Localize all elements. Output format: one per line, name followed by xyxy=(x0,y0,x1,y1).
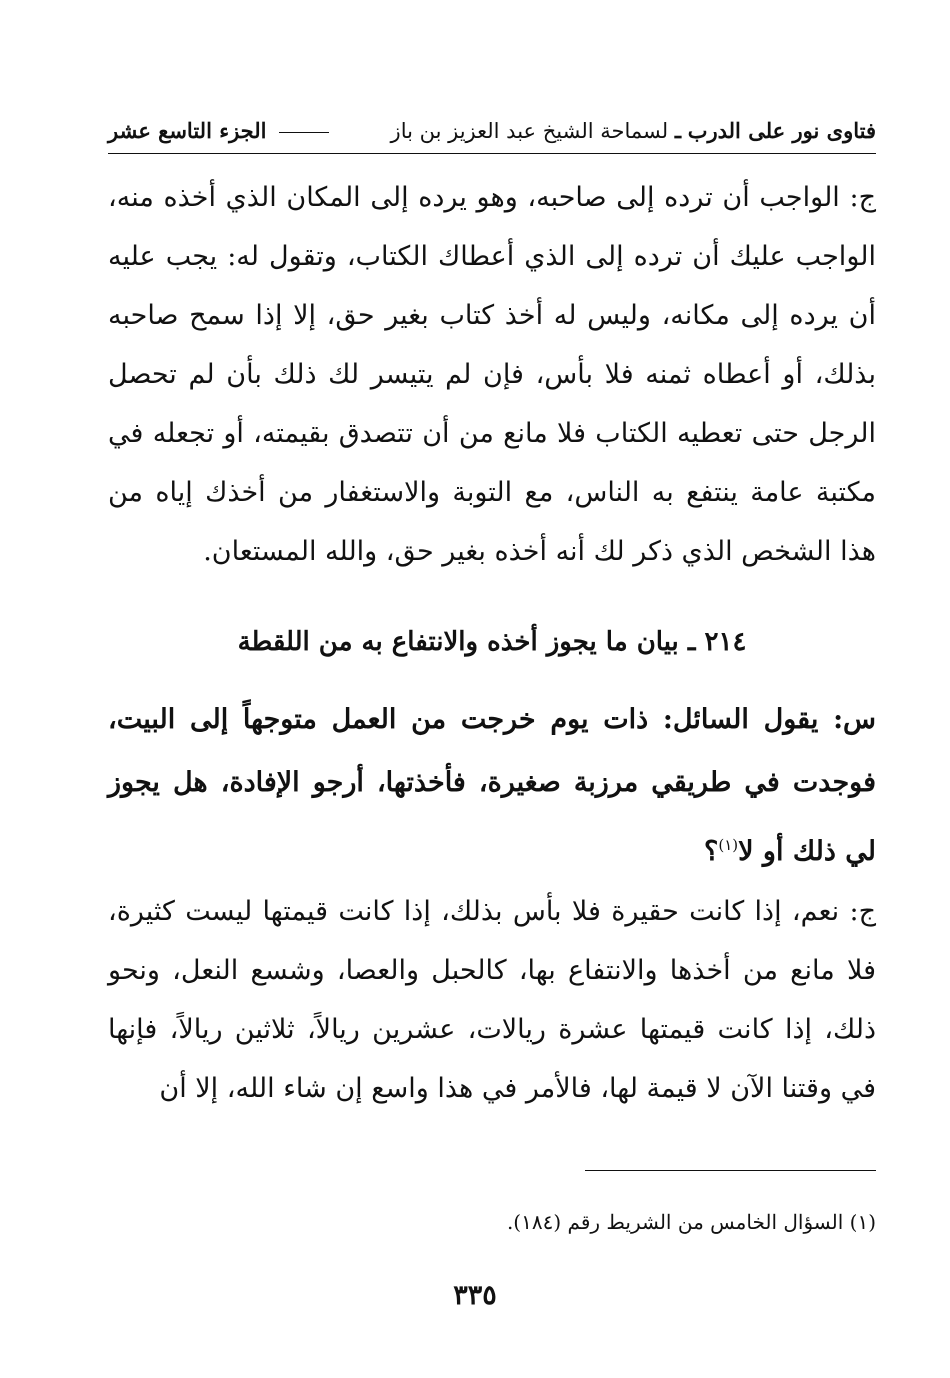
answer-paragraph-2: ج: نعم، إذا كانت حقيرة فلا بأس بذلك، إذا كانت قيمتها ليست كثيرة، فلا مانع من أخذها والانتفاع بها، كالحبل والعصا، وشسع النعل، ونحو ذلك، إذا كانت قيمتها عشرة ريالات، عشرين ريالاً، ثلاثين ريالاً، فإنها في وقتنا الآن لا قيمة لها، فالأمر في هذا واسع إن شاء الله، إلا أن xyxy=(108,896,876,1104)
answer-paragraph-1: ج: الواجب أن ترده إلى صاحبه، وهو يرده إلى المكان الذي أخذه منه، الواجب عليك أن ترده إلى الذي أعطاك الكتاب، وتقول له: يجب عليه أن يرده إلى مكانه، وليس له أخذ كتاب بغير حق، إلا إذا سمح صاحبه بذلك، أو أعطاه ثمنه فلا بأس، فإن لم يتيسر لك ذلك بأن لم تحصل الرجل حتى تعطيه الكتاب فلا مانع من أن تتصدق بقيمته، أو تجعله في مكتبة عامة ينتفع به الناس، مع التوبة والاستغفار من أخذك إياه من هذا الشخص الذي ذكر لك أنه أخذه بغير حق، والله المستعان. xyxy=(108,182,876,567)
footnote: (١) السؤال الخامس من الشريط رقم (١٨٤). xyxy=(506,1210,876,1234)
header-book-title xyxy=(391,118,876,143)
page-number: ٣٣٥ xyxy=(453,1280,497,1311)
question-paragraph xyxy=(108,688,876,883)
header-volume-group xyxy=(108,118,335,143)
section-heading: ٢١٤ ـ بيان ما يجوز أخذه والانتفاع به من اللقطة xyxy=(237,627,747,657)
question-mark: ؟ xyxy=(704,836,719,867)
volume-label: الجزء التاسع عشر xyxy=(108,117,267,143)
running-header xyxy=(108,108,876,152)
book-title: فتاوى نور على الدرب xyxy=(687,117,876,143)
book-author: لسماحة الشيخ عبد العزيز بن باز xyxy=(390,118,669,143)
header-divider xyxy=(108,153,876,154)
header-separator: ـ xyxy=(674,117,682,143)
footnote-reference: (١) xyxy=(718,836,739,854)
footnote-divider xyxy=(585,1170,876,1171)
question-text: س: يقول السائل: ذات يوم خرجت من العمل متوجهاً إلى البيت، فوجدت في طريقي مرزبة صغيرة، فأخذتها، أرجو الإفادة، هل يجوز لي ذلك أو لا xyxy=(108,704,876,867)
header-dash-rule xyxy=(279,132,329,133)
